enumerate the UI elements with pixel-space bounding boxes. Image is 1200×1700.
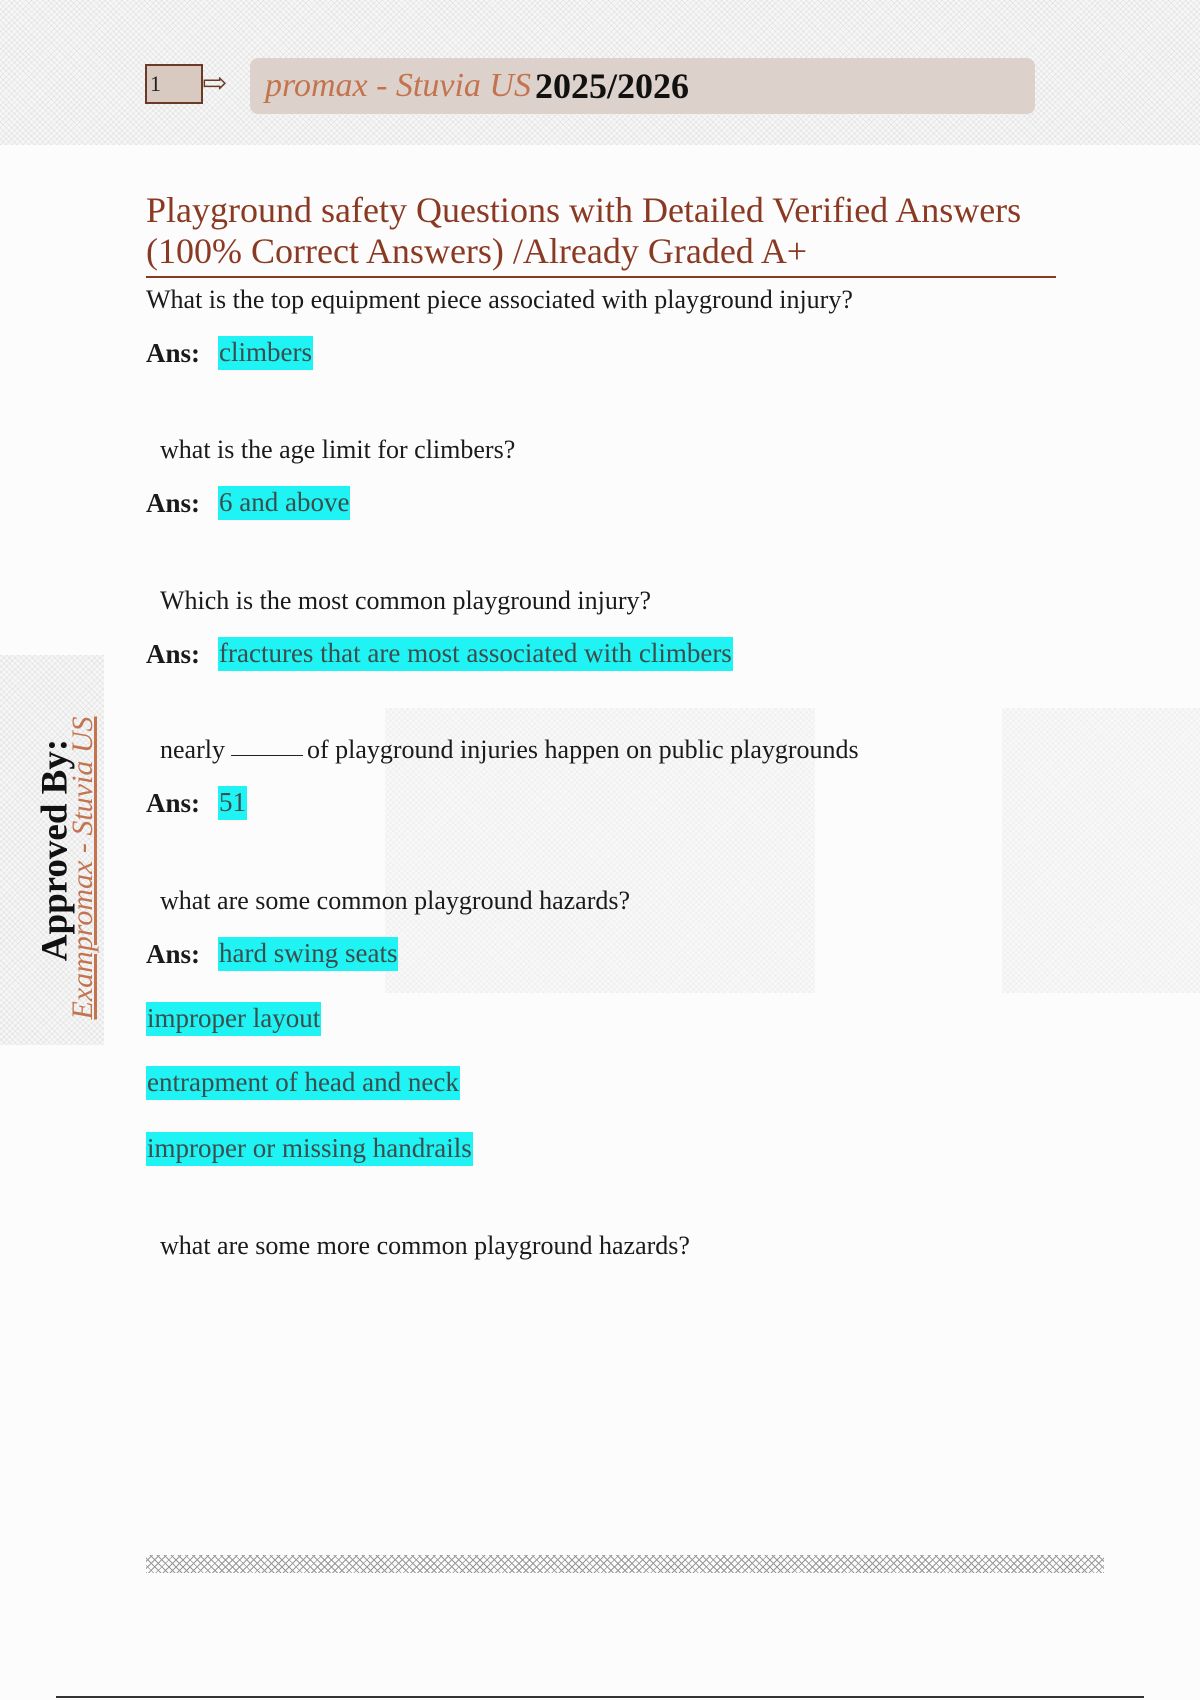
document-title: Playground safety Questions with Detailed Verified Answers (100% Correct Answers) /Already Graded A+	[146, 190, 1056, 278]
question-4-start: nearly	[160, 735, 225, 764]
answer-5-extra-1	[146, 1002, 321, 1036]
arrow-right-icon: ⇨	[202, 67, 228, 100]
answer-row-5	[146, 937, 398, 971]
hazard-item: improper or missing handrails	[146, 1132, 473, 1166]
answer-row-1	[146, 336, 313, 370]
answer-5: hard swing seats	[218, 937, 398, 971]
header-bar	[250, 58, 1035, 114]
answer-4: 51	[218, 786, 247, 820]
question-5: what are some common playground hazards?	[160, 886, 631, 915]
approval-issuer: Exampromax - Stuvia US	[66, 716, 99, 1020]
answer-row-3	[146, 637, 733, 671]
page-number: 1	[145, 64, 203, 104]
approval-stamp	[0, 655, 104, 1045]
answer-label: Ans:	[146, 338, 201, 368]
question-2: what is the age limit for climbers?	[160, 435, 516, 464]
answer-5-extra-2	[146, 1066, 460, 1100]
question-4	[160, 735, 859, 765]
answer-1: climbers	[218, 336, 313, 370]
answer-row-2	[146, 486, 350, 520]
answer-2: 6 and above	[218, 486, 350, 520]
footer-rule	[56, 1696, 1144, 1698]
hazard-item: improper layout	[146, 1002, 321, 1036]
answer-row-4	[146, 786, 247, 820]
brand-name: promax - Stuvia US	[265, 67, 531, 104]
footer-pattern	[146, 1555, 1104, 1573]
answer-5-extra-3	[146, 1132, 473, 1166]
question-3: Which is the most common playground injury?	[160, 586, 652, 615]
academic-year: 2025/2026	[534, 66, 689, 106]
answer-3: fractures that are most associated with climbers	[218, 637, 733, 671]
answer-label: Ans:	[146, 788, 201, 818]
question-1: What is the top equipment piece associated with playground injury?	[146, 285, 853, 314]
approved-by-label: Approved By:	[34, 738, 76, 962]
fill-in-blank	[231, 755, 303, 756]
question-4-end: of playground injuries happen on public playgrounds	[306, 735, 859, 764]
page-number-badge	[145, 64, 235, 106]
answer-label: Ans:	[146, 488, 201, 518]
answer-label: Ans:	[146, 939, 201, 969]
question-6: what are some more common playground hazards?	[160, 1231, 690, 1260]
watermark-pattern	[1002, 708, 1200, 993]
answer-label: Ans:	[146, 639, 201, 669]
hazard-item: entrapment of head and neck	[146, 1066, 460, 1100]
